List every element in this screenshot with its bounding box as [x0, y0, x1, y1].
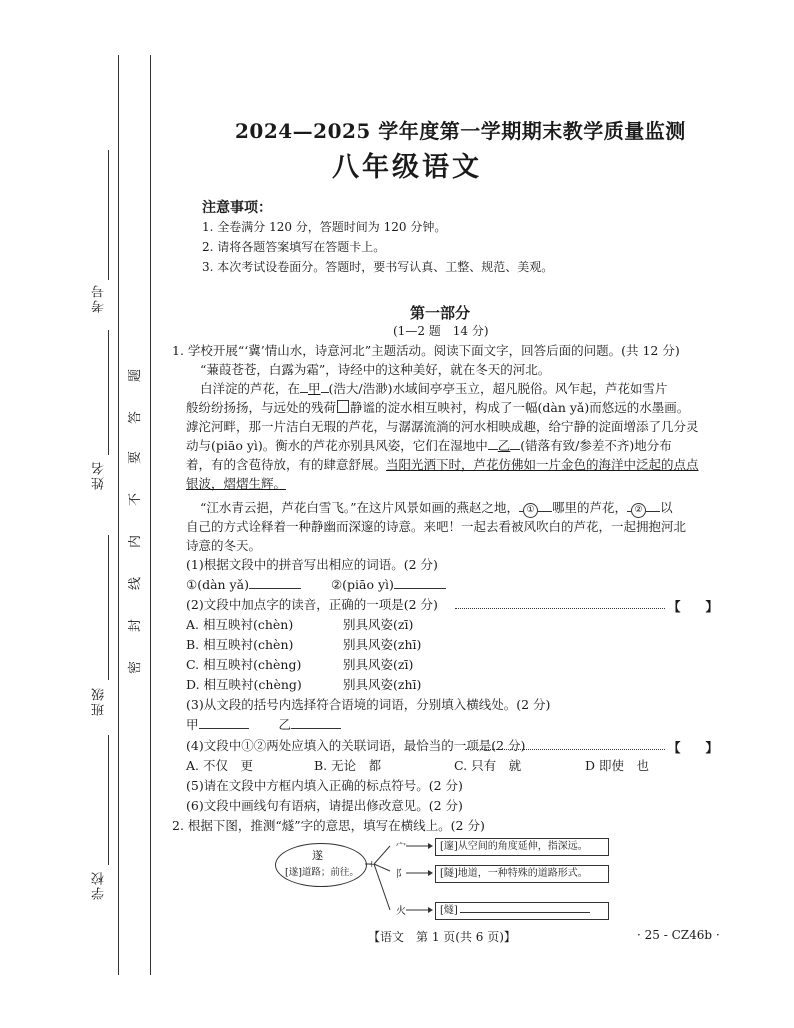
seal-word: 封: [128, 618, 144, 633]
seal-word: 要: [128, 450, 144, 465]
q1-stem: 1. 学校开展“‘冀’情山水，诗意河北”主题活动。阅读下面文字，回答后面的问题。(共 12 分): [172, 343, 680, 358]
school-line: [108, 735, 109, 865]
dot-leader: [455, 608, 665, 609]
q1-para2-line5: 着，有的含苞待放，有的肆意舒展。当阳光洒下时，芦花仿佛如一片金色的海洋中泛起的点点: [186, 457, 699, 472]
seal-word: 答: [128, 410, 144, 425]
q1-sub1-answers: ①(dàn yǎ) ②(piāo yì): [186, 575, 446, 594]
q1-sub3: (3)从文段的括号内选择符合语境的词语，分别填入横线处。(2 分): [186, 697, 551, 712]
q1-para3-line3: 诗意的冬天。: [186, 538, 262, 553]
q1-sub2-option: D. 相互映衬(chèng): [186, 677, 302, 692]
q1-sub2: (2)文段中加点字的读音，正确的一项是(2 分): [186, 597, 438, 612]
q1-sub2-option: 别具风姿(zī): [343, 657, 414, 672]
label-class: 班级: [92, 686, 107, 716]
q1-para2-line3: 滹沱河畔，那一片洁白无瑕的芦花，与潺潺流淌的河水相映成趣，给宁静的淀面增添了几分灵: [186, 419, 699, 434]
label-exam-number: 考号: [92, 283, 107, 313]
sui-char: 遂: [312, 849, 323, 862]
q1-sub4-option: D 即使 也: [585, 758, 649, 773]
label-name: 姓名: [92, 460, 107, 490]
q1-sub4-option: B. 无论 都: [314, 758, 382, 773]
seal-word: 内: [128, 534, 144, 549]
part-heading: 第一部分: [410, 304, 471, 322]
sui-meaning: [遂]道路；前往。: [285, 867, 359, 878]
diagram-arrows: [404, 838, 434, 918]
q1-sub2-option: 别具风姿(zhī): [343, 677, 422, 692]
seal-word: 题: [128, 368, 144, 383]
paper-code: · 25 - CZ46b ·: [637, 928, 720, 942]
branch-box-sui-answer: [燧]: [435, 902, 609, 920]
q1-sub3-answers: 甲 乙: [186, 715, 341, 734]
part-range: (1—2 题 14 分): [393, 324, 489, 338]
q2-stem: 2. 根据下图，推测“燧”字的意思，填写在横线上。(2 分): [172, 818, 485, 833]
blank-yi: 乙: [497, 438, 511, 453]
q1-para2-line1: 白洋淀的芦花，在 甲 (浩大/浩渺)水域间亭亭玉立，超凡脱俗。风乍起，芦花如雪片: [200, 381, 668, 396]
page-footer: 【语文 第 1 页(共 6 页)】: [368, 930, 516, 944]
class-line: [108, 535, 109, 680]
q1-sub6: (6)文段中画线句有语病，请提出修改意见。(2 分): [186, 798, 463, 813]
q1-sub1: (1)根据文段中的拼音写出相应的词语。(2 分): [186, 557, 438, 572]
radical-mian: 宀: [396, 842, 406, 853]
blank-jia: 甲: [308, 381, 321, 396]
svg-text:+: +: [368, 860, 376, 870]
q1-para2-line2: 般纷纷扬扬，与远处的残荷 静谧的淀水相互映衬，构成了一幅(dàn yǎ)而悠远的水墨画。: [186, 400, 690, 415]
radical-fu: 阝: [396, 869, 406, 880]
branch-box-sui-tunnel: [隧]地道，一种特殊的道路形式。: [435, 865, 609, 883]
notice-heading: 注意事项：: [202, 200, 272, 216]
notice-item: 2. 请将各题答案填写在答题卡上。: [202, 240, 386, 254]
q1-para3-line2: 自己的方式诠释着一种静幽而深邃的诗意。来吧！一起去看被风吹白的芦花，一起拥抱河北: [186, 519, 687, 534]
blank-1: ①: [523, 503, 538, 518]
branch-box-sui-deep: [邃]从空间的角度延伸，指深远。: [435, 838, 609, 856]
notice-item: 3. 本次考试设卷面分。答题时，要书写认真、工整、规范、美观。: [202, 260, 554, 274]
q1-sub2-option: 别具风姿(zhī): [343, 637, 422, 652]
blank-2: ②: [631, 503, 646, 518]
label-school: 学校: [92, 870, 107, 900]
binding-line-outer: [118, 55, 119, 975]
subject-title: 八年级语文: [332, 152, 482, 183]
q1-para2-line4: 动与(piāo yì)。衡水的芦花亦别具风姿，它们在湿地中 乙 (错落有致/参差不齐)地分布: [186, 438, 672, 453]
underlined-sentence: 当阳光洒下时，芦花仿佛如一片金色的海洋中泛起的点点: [386, 457, 699, 472]
q1-para2-line6: [186, 474, 286, 493]
seal-word: 线: [128, 576, 144, 591]
name-line: [108, 330, 109, 455]
seal-word: 密: [128, 660, 144, 675]
notice-item: 1. 全卷满分 120 分，答题时间为 120 分钟。: [202, 220, 447, 234]
q1-sub2-option: C. 相互映衬(chèng): [186, 657, 302, 672]
punctuation-box: [337, 400, 349, 413]
answer-bracket: 【 】: [668, 599, 719, 614]
answer-blank: [460, 912, 590, 913]
exam-number-line: [108, 150, 109, 280]
q1-sub4-option: A. 不仅 更: [186, 758, 253, 773]
q1-sub2-option: B. 相互映衬(chèn): [186, 637, 294, 652]
answer-bracket: 【 】: [668, 740, 719, 755]
exam-title: 2024—2025 学年度第一学期期末教学质量监测: [235, 119, 686, 143]
q1-sub2-option: 别具风姿(zī): [343, 617, 414, 632]
dot-leader: [465, 749, 665, 750]
seal-word: 不: [128, 492, 144, 507]
q1-para3-line1: “江水青云挹，芦花白雪飞。”在这片风景如画的燕赵之地， ① 哪里的芦花， ② 以: [200, 498, 673, 518]
q1-sub4: (4)文段中①②两处应填入的关联词语，最恰当的一项是(2 分): [186, 738, 526, 753]
binding-line-inner: [150, 55, 151, 975]
q1-para1: “蒹葭苍苍，白露为霜”，诗经中的这种美好，就在冬天的河北。: [200, 362, 551, 377]
q1-sub5: (5)请在文段中方框内填入正确的标点符号。(2 分): [186, 778, 463, 793]
underlined-sentence-end: 银波，熠熠生辉。: [186, 476, 287, 491]
q1-sub2-option: A. 相互映衬(chèn): [186, 617, 294, 632]
radical-huo: 火: [396, 906, 406, 917]
q1-sub4-option: C. 只有 就: [454, 758, 522, 773]
